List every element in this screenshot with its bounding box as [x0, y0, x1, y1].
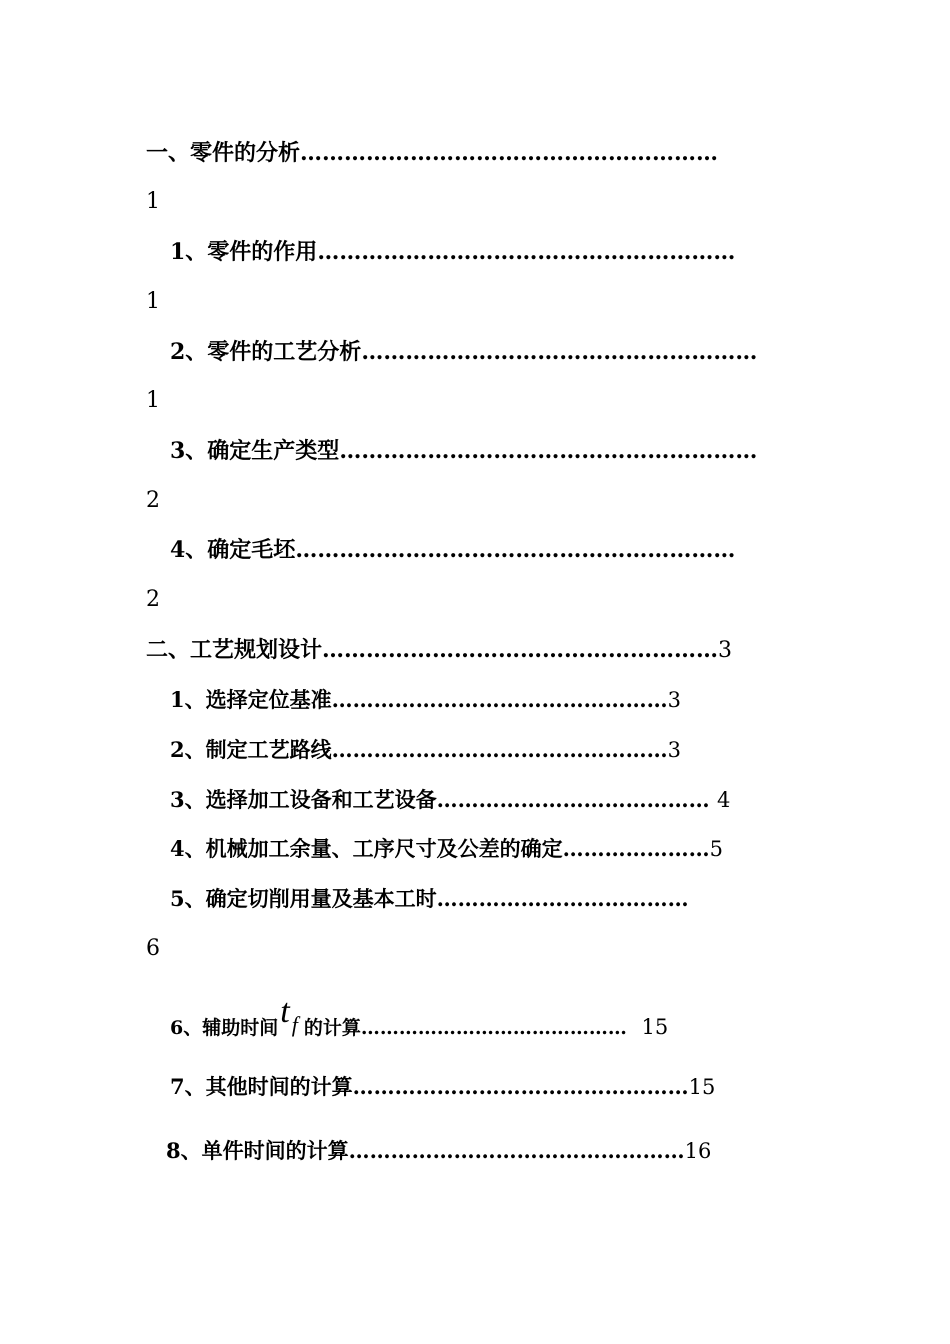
- toc-leader: ………………………………………………: [322, 637, 719, 663]
- time-symbol-subscript: f: [291, 1012, 298, 1037]
- time-symbol: t: [280, 993, 290, 1030]
- toc-page-number: 15: [688, 1075, 716, 1099]
- toc-leader: …………………………………………………: [339, 438, 758, 464]
- toc-entry[interactable]: [170, 685, 681, 715]
- toc-leader: …………………………………………………: [317, 239, 736, 265]
- toc-title: 2、零件的工艺分析: [170, 339, 362, 365]
- toc-page-number: 15: [641, 1015, 669, 1039]
- toc-page-number: 3: [667, 738, 681, 762]
- toc-leader: …………………………………………………: [300, 140, 719, 166]
- toc-title: 5、确定切削用量及基本工时: [170, 886, 437, 911]
- toc-entry[interactable]: [170, 993, 669, 1043]
- toc-page-number: 2: [146, 587, 160, 612]
- toc-page-number: 6: [146, 936, 160, 961]
- toc-leader: …………………………………………: [348, 1138, 685, 1163]
- toc-page-number: 16: [684, 1139, 712, 1163]
- toc-title-suffix: 的计算: [303, 1017, 361, 1039]
- toc-title: 2、制定工艺路线: [170, 737, 332, 762]
- toc-leader: …………………: [562, 836, 710, 861]
- toc-entry[interactable]: [146, 635, 732, 666]
- toc-page-number: 5: [709, 837, 723, 861]
- toc-leader: …………………………………: [436, 787, 710, 812]
- toc-page-number: 1: [146, 189, 160, 214]
- toc-title: 3、确定生产类型: [170, 438, 340, 464]
- toc-leader: ……………………………………………………: [295, 537, 736, 563]
- toc-leader: …………………………………………: [331, 737, 668, 762]
- toc-page-number: 2: [146, 488, 160, 513]
- toc-title: 1、零件的作用: [170, 239, 318, 265]
- toc-title: 4、机械加工余量、工序尺寸及公差的确定: [170, 836, 563, 861]
- toc-entry[interactable]: [170, 735, 681, 765]
- toc-leader: …………………………………………: [331, 687, 668, 712]
- toc-page-number: 1: [146, 289, 160, 314]
- toc-entry[interactable]: [166, 1136, 711, 1166]
- toc-title: 一、零件的分析: [146, 140, 301, 166]
- toc-entry[interactable]: [170, 785, 730, 815]
- toc-page-number: 3: [718, 638, 733, 663]
- toc-entry[interactable]: [146, 138, 718, 168]
- toc-title: 6、辅助时间: [170, 1017, 279, 1039]
- toc-leader: ………………………………: [436, 886, 689, 911]
- toc-title: 1、选择定位基准: [170, 687, 332, 712]
- toc-entry[interactable]: [170, 535, 735, 565]
- toc-leader: ……………………………………: [360, 1017, 627, 1039]
- toc-entry[interactable]: [170, 834, 723, 864]
- toc-entry[interactable]: [170, 436, 757, 466]
- toc-title: 7、其他时间的计算: [170, 1074, 353, 1099]
- toc-entry[interactable]: [170, 884, 689, 914]
- toc-leader: ………………………………………………: [361, 339, 758, 365]
- toc-title: 4、确定毛坯: [170, 537, 296, 563]
- toc-title: 二、工艺规划设计: [146, 637, 323, 663]
- toc-entry[interactable]: [170, 237, 735, 267]
- toc-title: 3、选择加工设备和工艺设备: [170, 787, 437, 812]
- toc-page-number: 4: [716, 788, 731, 812]
- toc-entry[interactable]: [170, 1072, 715, 1102]
- toc-leader: …………………………………………: [352, 1074, 689, 1099]
- toc-title: 8、单件时间的计算: [166, 1138, 349, 1163]
- toc-entry[interactable]: [170, 337, 757, 367]
- toc-page-number: 3: [667, 688, 681, 712]
- toc-page-number: 1: [146, 388, 160, 413]
